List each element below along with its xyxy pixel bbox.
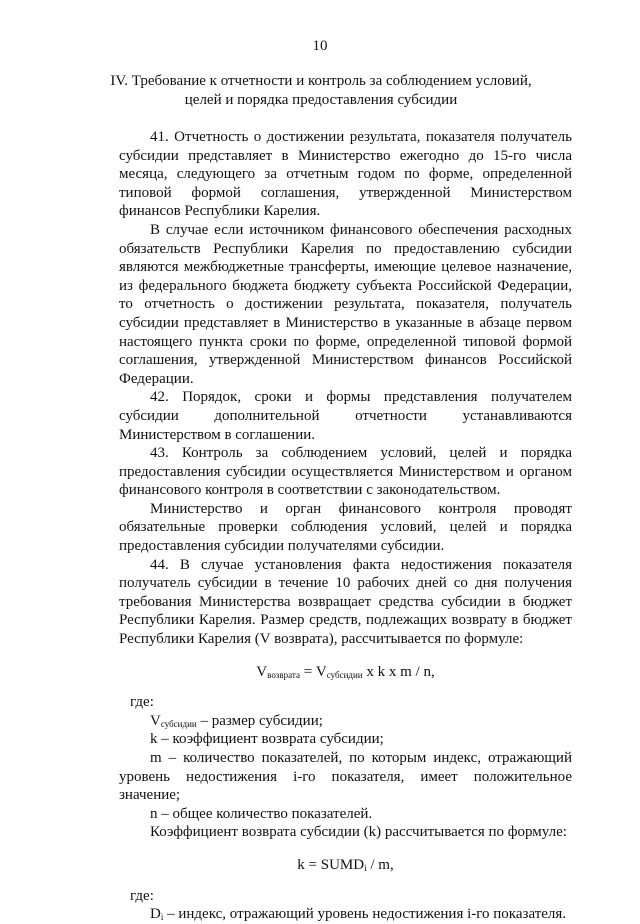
section-heading-line-2: целей и порядка предоставления субсидии: [184, 92, 458, 108]
paragraph-41-second: В случае если источником финансового обеспечения расходных обязательств Республики Карелия по предоставлению субсидии являются межбюджетные трансферты, имеющие целевое назначение, из федерального бюджета бюджету субъекта Российской Федерации, то отчетность о достижении результата, показателя, получатель субсидии представляет в Министерство в указанные в абзаце первом настоящего пункта сроки по форме, определенной типовой формой соглашения, утвержденной Министерством финансов Российской Федерации.: [119, 221, 572, 387]
definition-n: n – общее количество показателей.: [150, 805, 373, 822]
k-formula-intro: Коэффициент возврата субсидии (k) рассчитывается по формуле:: [150, 824, 567, 841]
paragraph-44: 44. В случае установления факта недостижения показателя получатель субсидии в течение 10 рабочих дней со дня получения требования Министерства возвращает средства субсидии в бюджет Республики Карелия. Размер средств, подлежащих возврату в бюджет Республики Карелия (V возврата), рассчитывается по формуле:: [119, 556, 572, 648]
paragraph-43-second: Министерство и орган финансового контроля проводят обязательные проверки соблюдения условий, целей и порядка предоставления субсидии получателями субсидии.: [119, 500, 572, 555]
k-formula-right: / m,: [366, 856, 394, 873]
k-formula-left: k = SUMD: [297, 856, 365, 873]
definition-v: [119, 712, 572, 731]
return-formula: [119, 663, 572, 682]
formula-v-symbol: V: [256, 663, 268, 680]
page-number: 10: [312, 38, 328, 54]
where-label-1: где:: [130, 694, 154, 711]
section-heading: [90, 72, 552, 110]
section-heading-line-1: IV. Требование к отчетности и контроль за соблюдением условий,: [110, 73, 532, 89]
definition-d-text: – индекс, отражающий уровень недостижения i-го показателя.: [163, 906, 567, 923]
document-body: [119, 128, 572, 924]
formula-rest: x k x m / n,: [362, 663, 435, 680]
paragraph-42: 42. Порядок, сроки и формы представления получателем субсидии дополнительной отчетности устанавливаются Министерством в соглашении.: [119, 389, 572, 443]
paragraph-43: 43. Контроль за соблюдением условий, целей и порядка предоставления субсидии осуществляется Министерством и органом финансового контроля в соответствии с законодательством.: [119, 445, 572, 499]
formula-return-subscript: возврата: [267, 669, 300, 680]
k-formula: [119, 856, 572, 875]
definition-m: m – количество показателей, по которым индекс, отражающий уровень недостижения i-го показателя, имеет положительное значение;: [119, 750, 572, 804]
paragraph-41: 41. Отчетность о достижении результата, показателя получатель субсидии представляет в Министерство ежегодно до 15-го числа месяца, следующего за отчетным годом по форме, определенной типовой формой соглашения, утвержденной Министерством финансов Республики Карелия.: [119, 129, 572, 220]
where-label-2: где:: [130, 887, 154, 904]
k-formula-subscript: i: [364, 862, 367, 873]
definition-d: [119, 905, 572, 924]
definition-d-symbol: D: [150, 906, 161, 923]
definition-v-text: – размер субсидии;: [196, 712, 323, 729]
definition-v-subscript: субсидии: [160, 718, 197, 729]
definition-d-subscript: i: [160, 912, 164, 923]
definition-v-symbol: V: [150, 712, 161, 729]
formula-equals: =: [299, 663, 316, 680]
formula-v-symbol-2: V: [315, 663, 327, 680]
definition-k: k – коэффициент возврата субсидии;: [150, 731, 384, 748]
formula-subsidy-subscript: субсидии: [326, 669, 363, 680]
